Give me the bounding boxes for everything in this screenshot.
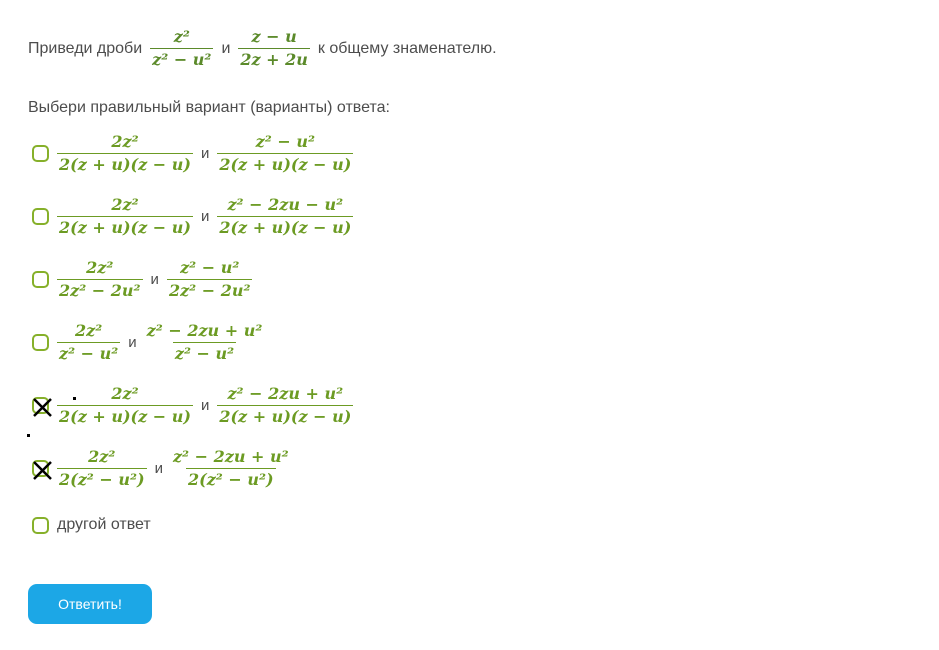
- option-fraction-a: [57, 385, 193, 427]
- question-fraction-2: [238, 28, 310, 70]
- checkbox-checked[interactable]: [32, 460, 49, 477]
- fraction-denominator: 2(z + u)(z − u): [59, 155, 191, 175]
- fraction-denominator: z² − u²: [174, 344, 235, 364]
- answer-option[interactable]: [32, 133, 353, 175]
- answer-option[interactable]: [32, 322, 264, 364]
- fraction-denominator: 2z + 2u: [240, 50, 308, 70]
- checkbox[interactable]: [32, 517, 49, 534]
- fraction-denominator: z² − u²: [152, 50, 212, 70]
- fraction-denominator: 2(z² − u²): [188, 470, 274, 490]
- fraction-denominator: 2(z + u)(z − u): [59, 407, 191, 427]
- fraction-numerator: z² − 2zu + u²: [146, 321, 263, 340]
- checkbox[interactable]: [32, 271, 49, 288]
- option-fraction-a: [57, 448, 147, 490]
- option-fraction-b: [217, 133, 353, 175]
- option-and: и: [200, 208, 210, 226]
- fraction-numerator: 2z²: [86, 258, 114, 277]
- cross-mark-icon: [31, 396, 54, 419]
- option-fraction-b: [171, 448, 291, 490]
- fraction-denominator: 2(z + u)(z − u): [59, 218, 191, 238]
- fraction-denominator: 2z² − 2u²: [168, 281, 251, 301]
- fraction-numerator: 2z²: [111, 132, 139, 151]
- fraction-numerator: z − u: [251, 27, 297, 46]
- option-and: и: [200, 397, 210, 415]
- fraction-denominator: z² − u²: [59, 344, 119, 364]
- question-text: [28, 28, 497, 70]
- fraction-denominator: 2(z + u)(z − u): [219, 407, 352, 427]
- option-and: и: [128, 334, 137, 352]
- artifact-dot: [73, 397, 76, 400]
- fraction-numerator: z² − 2zu − u²: [227, 195, 344, 214]
- fraction-numerator: z² − 2zu + u²: [172, 447, 289, 466]
- option-fraction-b: [145, 322, 265, 364]
- fraction-numerator: 2z²: [75, 321, 103, 340]
- answer-option-other[interactable]: [32, 516, 151, 534]
- option-and: и: [200, 145, 210, 163]
- checkbox-checked[interactable]: [32, 397, 49, 414]
- answer-option[interactable]: [32, 196, 353, 238]
- checkbox[interactable]: [32, 334, 49, 351]
- fraction-numerator: 2z²: [88, 447, 116, 466]
- checkbox[interactable]: [32, 145, 49, 162]
- fraction-numerator: z² − u²: [180, 258, 240, 277]
- option-fraction-b: [217, 385, 353, 427]
- option-fraction-a: [57, 259, 143, 301]
- artifact-dot: [27, 434, 30, 437]
- option-fraction-a: [57, 133, 193, 175]
- option-fraction-b: [217, 196, 353, 238]
- option-label: другой ответ: [57, 516, 151, 533]
- option-fraction-a: [57, 196, 193, 238]
- question-suffix: к общему знаменателю.: [317, 39, 497, 57]
- option-and: и: [150, 271, 159, 289]
- fraction-numerator: z² − u²: [255, 132, 315, 151]
- fraction-numerator: 2z²: [111, 195, 139, 214]
- fraction-numerator: 2z²: [111, 384, 139, 403]
- cross-mark-icon: [31, 459, 54, 482]
- fraction-denominator: 2(z + u)(z − u): [219, 155, 352, 175]
- answer-option[interactable]: [32, 259, 252, 301]
- fraction-denominator: 2(z + u)(z − u): [219, 218, 352, 238]
- question-and: и: [221, 39, 231, 57]
- option-fraction-a: [57, 322, 120, 364]
- fraction-numerator: z²: [173, 27, 190, 46]
- question-prefix: Приведи дроби: [28, 39, 143, 57]
- submit-button[interactable]: Ответить!: [28, 584, 152, 624]
- option-fraction-b: [167, 259, 253, 301]
- answer-option[interactable]: [32, 448, 291, 490]
- fraction-numerator: z² − 2zu + u²: [227, 384, 344, 403]
- checkbox[interactable]: [32, 208, 49, 225]
- answer-option[interactable]: [32, 385, 353, 427]
- question-fraction-1: [150, 28, 213, 70]
- instruction-text: Выбери правильный вариант (варианты) ответа:: [28, 99, 390, 116]
- fraction-denominator: 2(z² − u²): [59, 470, 145, 490]
- option-and: и: [154, 460, 163, 478]
- fraction-denominator: 2z² − 2u²: [59, 281, 141, 301]
